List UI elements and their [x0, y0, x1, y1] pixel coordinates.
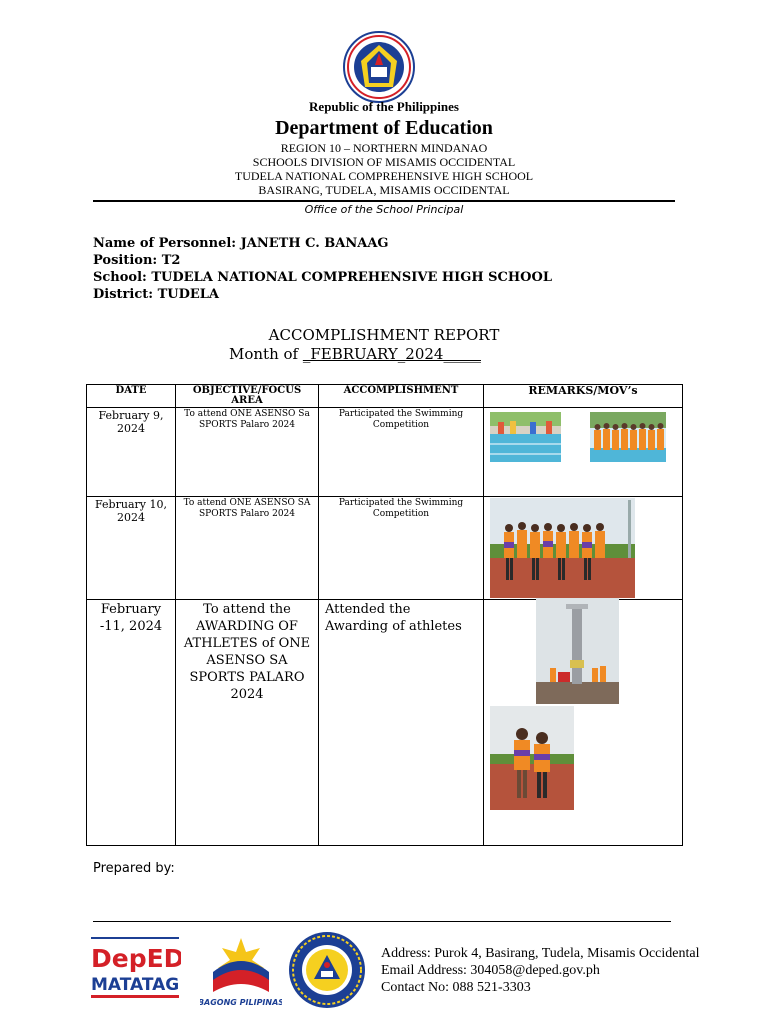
report-month [229, 345, 481, 363]
team-track-photo [490, 498, 635, 598]
matatag-logo-text: MATATAG [91, 975, 180, 995]
header-divider [93, 200, 675, 202]
deped-logo-text: DepED [91, 944, 181, 973]
header-date: DATE [87, 385, 176, 408]
school-seal-logo [288, 931, 366, 1009]
accomplishment-table [86, 384, 683, 846]
division-line: SCHOOLS DIVISION OF MISAMIS OCCIDENTAL [252, 155, 516, 169]
header-accomplishment: ACCOMPLISHMENT [319, 385, 484, 408]
row-accomplishment: Attended the Awarding of athletes [319, 600, 484, 846]
header-remarks: REMARKS/MOV’s [484, 385, 683, 408]
department-title: Department of Education [275, 117, 493, 139]
signature-line [93, 921, 671, 922]
republic-line: Republic of the Philippines [309, 99, 459, 114]
table-row [87, 497, 683, 600]
table-row [87, 408, 683, 497]
footer-email: Email Address: 304058@deped.gov.ph [381, 963, 600, 978]
table-row [87, 600, 683, 846]
row-objective: To attend ONE ASENSO Sa SPORTS Palaro 2024 [176, 408, 319, 497]
bagong-pilipinas-text: BAGONG PILIPINAS [200, 998, 282, 1007]
deped-matatag-logo [91, 935, 181, 1007]
region-line: REGION 10 – NORTHERN MINDANAO [280, 141, 488, 155]
swimmers-group-photo [590, 412, 666, 462]
header-objective: OBJECTIVE/FOCUS AREA [176, 385, 319, 408]
prepared-by-label: Prepared by: [93, 861, 175, 876]
bagong-pilipinas-logo [200, 928, 282, 1008]
table-header-row [87, 385, 683, 408]
row-remarks-photos [484, 497, 683, 600]
school-line: TUDELA NATIONAL COMPREHENSIVE HIGH SCHOOL [234, 169, 534, 183]
row-accomplishment: Participated the Swimming Competition [319, 497, 484, 600]
row-accomplishment: Participated the Swimming Competition [319, 408, 484, 497]
personnel-school: School: TUDELA NATIONAL COMPREHENSIVE HIGH SCHOOL [93, 270, 552, 285]
personnel-name: Name of Personnel: JANETH C. BANAAG [93, 236, 389, 251]
footer-contact: Contact No: 088 521-3303 [381, 980, 531, 995]
row-date: February 9, 2024 [87, 408, 176, 497]
location-line: BASIRANG, TUDELA, MISAMIS OCCIDENTAL [258, 183, 510, 197]
personnel-position: Position: T2 [93, 253, 181, 268]
deped-seal-logo [343, 31, 415, 103]
month-value: _FEBRUARY_2024_____ [302, 345, 481, 363]
row-objective: To attend the AWARDING OF ATHLETES of ONE ASENSO SA SPORTS PALARO 2024 [176, 600, 319, 846]
row-date: February 10, 2024 [87, 497, 176, 600]
row-remarks-photos [484, 408, 683, 497]
row-date: February -11, 2024 [87, 600, 176, 846]
office-line: Office of the School Principal [304, 203, 464, 216]
awarding-tower-photo [536, 598, 619, 704]
row-remarks-photos [484, 600, 683, 846]
swimming-pool-photo [490, 412, 561, 462]
report-title: ACCOMPLISHMENT REPORT [268, 326, 500, 344]
athletes-medal-photo [490, 706, 574, 810]
footer-address: Address: Purok 4, Basirang, Tudela, Misamis Occidental [381, 946, 700, 961]
month-prefix: Month of [229, 345, 303, 363]
personnel-district: District: TUDELA [93, 287, 219, 302]
row-objective: To attend ONE ASENSO SA SPORTS Palaro 2024 [176, 497, 319, 600]
